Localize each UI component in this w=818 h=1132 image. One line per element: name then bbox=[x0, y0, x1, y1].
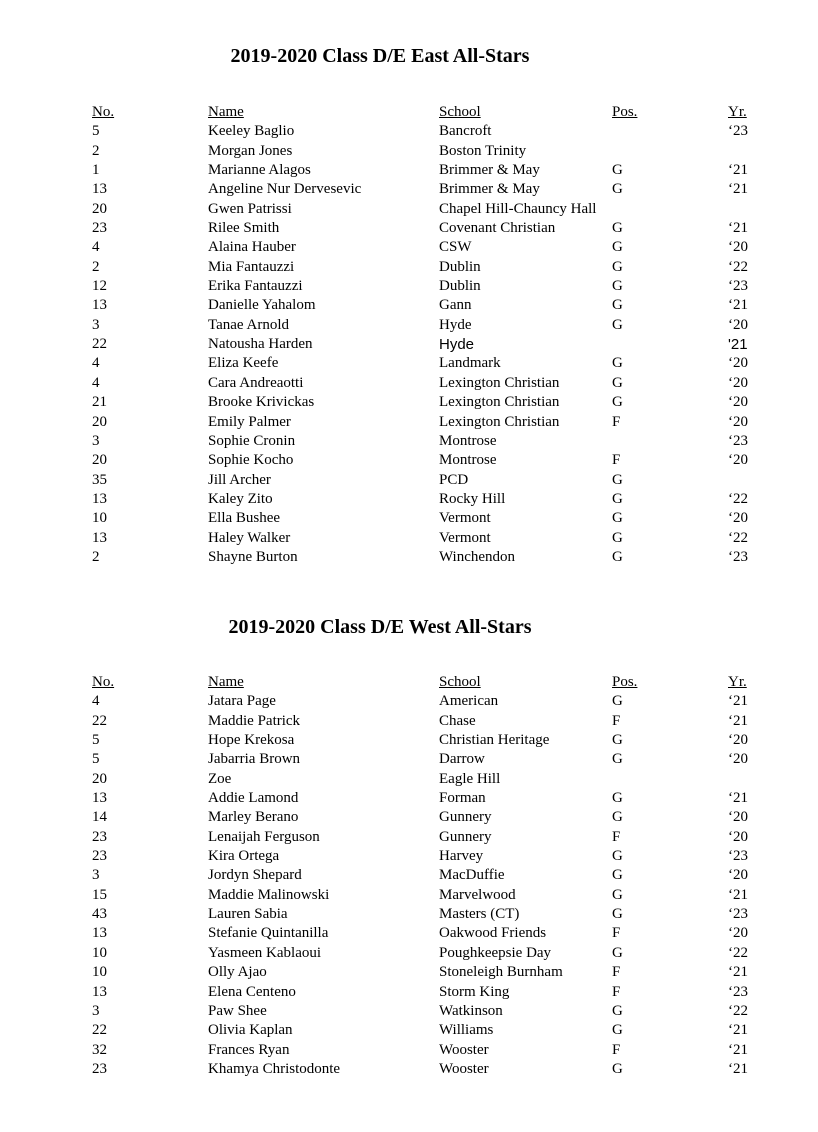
cell-no: 5 bbox=[92, 123, 100, 140]
table-row bbox=[0, 200, 818, 219]
cell-no: 23 bbox=[92, 220, 107, 237]
cell-name: Morgan Jones bbox=[208, 142, 293, 159]
cell-yr: ‘20 bbox=[728, 925, 748, 942]
cell-no: 21 bbox=[92, 394, 107, 411]
cell-yr: ‘23 bbox=[728, 278, 748, 295]
cell-school: Stoneleigh Burnham bbox=[439, 964, 563, 981]
cell-no: 23 bbox=[92, 828, 107, 845]
cell-yr: ‘21 bbox=[728, 1041, 748, 1058]
west-roster-table bbox=[0, 673, 818, 1079]
cell-name: Sophie Kocho bbox=[208, 452, 294, 469]
table-row bbox=[0, 731, 818, 750]
header-name: Name bbox=[208, 674, 244, 690]
cell-school: Oakwood Friends bbox=[439, 925, 547, 942]
cell-name: Shayne Burton bbox=[208, 548, 298, 565]
cell-school: Lexington Christian bbox=[439, 413, 560, 430]
table-row bbox=[0, 451, 818, 470]
cell-pos: G bbox=[612, 220, 623, 237]
cell-yr: ‘20 bbox=[728, 316, 748, 333]
cell-name: Erika Fantauzzi bbox=[208, 278, 303, 295]
table-row bbox=[0, 509, 818, 528]
table-row bbox=[0, 692, 818, 711]
cell-no: 3 bbox=[92, 1002, 100, 1019]
cell-name: Elena Centeno bbox=[208, 983, 296, 1000]
cell-pos: F bbox=[612, 983, 621, 1000]
cell-no: 15 bbox=[92, 886, 107, 903]
cell-yr: ‘21 bbox=[728, 162, 748, 179]
west-section-title: 2019-2020 Class D/E West All-Stars bbox=[228, 616, 532, 638]
cell-school: Bancroft bbox=[439, 123, 492, 140]
table-row bbox=[0, 219, 818, 238]
table-row bbox=[0, 924, 818, 943]
cell-name: Angeline Nur Dervesevic bbox=[208, 181, 362, 198]
cell-school: Chapel Hill-Chauncy Hall bbox=[439, 200, 597, 217]
cell-pos: G bbox=[612, 693, 623, 710]
cell-no: 13 bbox=[92, 925, 107, 942]
table-row bbox=[0, 413, 818, 432]
cell-no: 3 bbox=[92, 432, 100, 449]
table-header bbox=[0, 673, 818, 692]
cell-no: 10 bbox=[92, 510, 107, 527]
cell-yr: ‘23 bbox=[728, 123, 748, 140]
cell-no: 22 bbox=[92, 712, 107, 729]
cell-pos: G bbox=[612, 258, 623, 275]
cell-school: Darrow bbox=[439, 751, 485, 768]
cell-pos: F bbox=[612, 452, 621, 469]
cell-yr: ‘21 bbox=[728, 964, 748, 981]
table-row bbox=[0, 490, 818, 509]
table-row bbox=[0, 354, 818, 373]
cell-pos: F bbox=[612, 413, 621, 430]
cell-no: 4 bbox=[92, 239, 100, 256]
cell-no: 14 bbox=[92, 809, 107, 826]
cell-yr: ‘20 bbox=[728, 413, 748, 430]
cell-school: Winchendon bbox=[439, 548, 516, 565]
table-row bbox=[0, 180, 818, 199]
cell-yr: ‘21 bbox=[728, 790, 748, 807]
header-yr: Yr. bbox=[728, 674, 747, 690]
table-row bbox=[0, 258, 818, 277]
cell-yr: ‘22 bbox=[728, 944, 748, 961]
cell-no: 4 bbox=[92, 374, 100, 391]
cell-no: 3 bbox=[92, 867, 100, 884]
cell-pos: G bbox=[612, 1022, 623, 1039]
cell-name: Emily Palmer bbox=[208, 413, 291, 430]
cell-name: Jatara Page bbox=[208, 693, 276, 710]
cell-no: 23 bbox=[92, 1060, 107, 1077]
cell-yr: ‘23 bbox=[728, 432, 748, 449]
cell-yr: ‘22 bbox=[728, 529, 748, 546]
cell-no: 4 bbox=[92, 693, 100, 710]
cell-no: 20 bbox=[92, 770, 107, 787]
table-row bbox=[0, 1060, 818, 1079]
table-row bbox=[0, 847, 818, 866]
cell-school: PCD bbox=[439, 471, 469, 488]
cell-pos: G bbox=[612, 848, 623, 865]
cell-yr: ‘23 bbox=[728, 983, 748, 1000]
table-row bbox=[0, 866, 818, 885]
cell-name: Addie Lamond bbox=[208, 790, 299, 807]
cell-name: Cara Andreaotti bbox=[208, 374, 304, 391]
cell-school: Marvelwood bbox=[439, 886, 516, 903]
cell-pos: G bbox=[612, 510, 623, 527]
cell-yr: ‘23 bbox=[728, 906, 748, 923]
table-row bbox=[0, 122, 818, 141]
cell-name: Zoe bbox=[208, 770, 232, 787]
cell-pos: G bbox=[612, 1060, 623, 1077]
cell-school: Chase bbox=[439, 712, 476, 729]
cell-yr: ‘20 bbox=[728, 355, 748, 372]
cell-pos: G bbox=[612, 732, 623, 749]
table-row bbox=[0, 808, 818, 827]
cell-name: Jill Archer bbox=[208, 471, 271, 488]
cell-school: Dublin bbox=[439, 278, 481, 295]
cell-yr: ‘22 bbox=[728, 490, 748, 507]
cell-school: Watkinson bbox=[439, 1002, 503, 1019]
table-row bbox=[0, 471, 818, 490]
cell-yr: ‘22 bbox=[728, 1002, 748, 1019]
header-no: No. bbox=[92, 104, 115, 120]
cell-name: Lenaijah Ferguson bbox=[208, 828, 320, 845]
cell-pos: F bbox=[612, 712, 621, 729]
cell-name: Jabarria Brown bbox=[208, 751, 301, 768]
cell-pos: G bbox=[612, 529, 623, 546]
cell-school: Masters (CT) bbox=[439, 906, 520, 923]
cell-pos: G bbox=[612, 790, 623, 807]
cell-pos: G bbox=[612, 944, 623, 961]
cell-name: Keeley Baglio bbox=[208, 123, 295, 140]
cell-name: Frances Ryan bbox=[208, 1041, 290, 1058]
cell-no: 32 bbox=[92, 1041, 107, 1058]
cell-school: MacDuffie bbox=[439, 867, 505, 884]
cell-name: Yasmeen Kablaoui bbox=[208, 944, 322, 961]
cell-name: Kira Ortega bbox=[208, 848, 280, 865]
table-row bbox=[0, 1041, 818, 1060]
cell-pos: G bbox=[612, 751, 623, 768]
cell-school: Wooster bbox=[439, 1041, 489, 1058]
cell-pos: G bbox=[612, 355, 623, 372]
table-row bbox=[0, 529, 818, 548]
cell-school: Brimmer & May bbox=[439, 181, 540, 198]
cell-name: Hope Krekosa bbox=[208, 732, 295, 749]
table-row bbox=[0, 432, 818, 451]
table-row bbox=[0, 905, 818, 924]
cell-no: 43 bbox=[92, 906, 107, 923]
cell-pos: G bbox=[612, 239, 623, 256]
cell-school: Harvey bbox=[439, 848, 484, 865]
cell-name: Danielle Yahalom bbox=[208, 297, 316, 314]
cell-no: 12 bbox=[92, 278, 107, 295]
table-row bbox=[0, 886, 818, 905]
cell-pos: F bbox=[612, 828, 621, 845]
cell-name: Rilee Smith bbox=[208, 220, 280, 237]
cell-school: Wooster bbox=[439, 1060, 489, 1077]
table-row bbox=[0, 828, 818, 847]
table-row bbox=[0, 789, 818, 808]
cell-pos: G bbox=[612, 181, 623, 198]
cell-yr: ‘21 bbox=[728, 1060, 748, 1077]
table-row bbox=[0, 770, 818, 789]
cell-school: Gann bbox=[439, 297, 472, 314]
cell-yr: ‘21 bbox=[728, 712, 748, 729]
header-no: No. bbox=[92, 674, 115, 690]
cell-yr: ‘21 bbox=[728, 181, 748, 198]
table-row bbox=[0, 712, 818, 731]
cell-no: 2 bbox=[92, 142, 100, 159]
table-row bbox=[0, 374, 818, 393]
cell-yr: ‘21 bbox=[728, 1022, 748, 1039]
cell-no: 13 bbox=[92, 983, 107, 1000]
cell-name: Eliza Keefe bbox=[208, 355, 279, 372]
east-section-title: 2019-2020 Class D/E East All-Stars bbox=[230, 45, 530, 67]
cell-name: Marianne Alagos bbox=[208, 162, 311, 179]
cell-school: Montrose bbox=[439, 452, 497, 469]
cell-school: Vermont bbox=[439, 510, 491, 527]
header-school: School bbox=[439, 674, 481, 690]
cell-no: 35 bbox=[92, 471, 107, 488]
header-school: School bbox=[439, 104, 481, 120]
table-row bbox=[0, 963, 818, 982]
cell-yr: ‘20 bbox=[728, 751, 748, 768]
cell-name: Khamya Christodonte bbox=[208, 1060, 341, 1077]
table-row bbox=[0, 238, 818, 257]
table-row bbox=[0, 944, 818, 963]
cell-pos: G bbox=[612, 162, 623, 179]
cell-school: Landmark bbox=[439, 355, 501, 372]
cell-name: Stefanie Quintanilla bbox=[208, 925, 329, 942]
cell-pos: G bbox=[612, 809, 623, 826]
cell-school: Eagle Hill bbox=[439, 770, 501, 787]
cell-yr: ‘20 bbox=[728, 394, 748, 411]
cell-name: Jordyn Shepard bbox=[208, 867, 302, 884]
cell-school: Poughkeepsie Day bbox=[439, 944, 552, 961]
cell-yr: ‘21 bbox=[728, 220, 748, 237]
cell-yr: ‘20 bbox=[728, 374, 748, 391]
cell-no: 20 bbox=[92, 200, 107, 217]
cell-no: 22 bbox=[92, 1022, 107, 1039]
header-name: Name bbox=[208, 104, 244, 120]
cell-pos: G bbox=[612, 471, 623, 488]
cell-yr: ‘21 bbox=[728, 297, 748, 314]
cell-name: Ella Bushee bbox=[208, 510, 281, 527]
table-row bbox=[0, 335, 818, 354]
header-pos: Pos. bbox=[612, 674, 638, 690]
cell-pos: G bbox=[612, 297, 623, 314]
cell-name: Olly Ajao bbox=[208, 964, 267, 981]
cell-no: 22 bbox=[92, 336, 107, 353]
cell-name: Sophie Cronin bbox=[208, 432, 296, 449]
table-header bbox=[0, 103, 818, 122]
cell-pos: G bbox=[612, 278, 623, 295]
table-row bbox=[0, 393, 818, 412]
cell-name: Lauren Sabia bbox=[208, 906, 288, 923]
cell-school: Hyde bbox=[439, 336, 475, 354]
table-row bbox=[0, 548, 818, 567]
cell-pos: G bbox=[612, 867, 623, 884]
cell-school: Brimmer & May bbox=[439, 162, 540, 179]
cell-no: 10 bbox=[92, 964, 107, 981]
cell-school: Lexington Christian bbox=[439, 374, 560, 391]
cell-name: Haley Walker bbox=[208, 529, 291, 546]
cell-yr: ‘21 bbox=[728, 693, 748, 710]
cell-no: 2 bbox=[92, 548, 100, 565]
cell-yr: ‘20 bbox=[728, 867, 748, 884]
cell-no: 20 bbox=[92, 452, 107, 469]
cell-name: Tanae Arnold bbox=[208, 316, 290, 333]
cell-school: Storm King bbox=[439, 983, 510, 1000]
cell-yr: ‘23 bbox=[728, 848, 748, 865]
cell-yr: ‘23 bbox=[728, 548, 748, 565]
cell-school: Covenant Christian bbox=[439, 220, 556, 237]
cell-no: 2 bbox=[92, 258, 100, 275]
cell-school: Rocky Hill bbox=[439, 490, 506, 507]
cell-no: 13 bbox=[92, 297, 107, 314]
cell-pos: G bbox=[612, 374, 623, 391]
cell-school: American bbox=[439, 693, 499, 710]
table-row bbox=[0, 750, 818, 769]
cell-yr: '21 bbox=[728, 336, 748, 354]
table-row bbox=[0, 277, 818, 296]
cell-school: Christian Heritage bbox=[439, 732, 550, 749]
cell-no: 1 bbox=[92, 162, 100, 179]
cell-school: Dublin bbox=[439, 258, 481, 275]
table-row bbox=[0, 983, 818, 1002]
cell-pos: F bbox=[612, 1041, 621, 1058]
cell-pos: G bbox=[612, 548, 623, 565]
cell-school: Williams bbox=[439, 1022, 494, 1039]
cell-yr: ‘20 bbox=[728, 828, 748, 845]
cell-yr: ‘20 bbox=[728, 239, 748, 256]
cell-pos: G bbox=[612, 316, 623, 333]
cell-school: Lexington Christian bbox=[439, 394, 560, 411]
cell-pos: F bbox=[612, 925, 621, 942]
cell-no: 10 bbox=[92, 944, 107, 961]
cell-name: Natousha Harden bbox=[208, 336, 313, 353]
cell-no: 20 bbox=[92, 413, 107, 430]
cell-school: Vermont bbox=[439, 529, 491, 546]
cell-pos: G bbox=[612, 394, 623, 411]
cell-yr: ‘20 bbox=[728, 732, 748, 749]
cell-school: Montrose bbox=[439, 432, 497, 449]
cell-no: 13 bbox=[92, 490, 107, 507]
cell-school: CSW bbox=[439, 239, 472, 256]
cell-name: Marley Berano bbox=[208, 809, 299, 826]
cell-name: Alaina Hauber bbox=[208, 239, 296, 256]
cell-pos: G bbox=[612, 906, 623, 923]
cell-no: 23 bbox=[92, 848, 107, 865]
cell-no: 13 bbox=[92, 529, 107, 546]
east-roster-table bbox=[0, 103, 818, 567]
cell-no: 13 bbox=[92, 790, 107, 807]
header-pos: Pos. bbox=[612, 104, 638, 120]
cell-no: 5 bbox=[92, 732, 100, 749]
cell-pos: G bbox=[612, 1002, 623, 1019]
cell-name: Maddie Patrick bbox=[208, 712, 301, 729]
cell-no: 5 bbox=[92, 751, 100, 768]
cell-name: Brooke Krivickas bbox=[208, 394, 315, 411]
cell-no: 4 bbox=[92, 355, 100, 372]
cell-school: Gunnery bbox=[439, 809, 492, 826]
cell-pos: G bbox=[612, 886, 623, 903]
cell-yr: ‘21 bbox=[728, 886, 748, 903]
table-row bbox=[0, 1021, 818, 1040]
table-row bbox=[0, 161, 818, 180]
cell-name: Maddie Malinowski bbox=[208, 886, 330, 903]
cell-name: Kaley Zito bbox=[208, 490, 273, 507]
cell-school: Hyde bbox=[439, 316, 472, 333]
cell-name: Gwen Patrissi bbox=[208, 200, 292, 217]
cell-yr: ‘20 bbox=[728, 510, 748, 527]
cell-yr: ‘20 bbox=[728, 809, 748, 826]
table-row bbox=[0, 142, 818, 161]
cell-name: Mia Fantauzzi bbox=[208, 258, 295, 275]
table-row bbox=[0, 316, 818, 335]
header-yr: Yr. bbox=[728, 104, 747, 120]
cell-no: 13 bbox=[92, 181, 107, 198]
cell-school: Boston Trinity bbox=[439, 142, 527, 159]
table-row bbox=[0, 1002, 818, 1021]
cell-pos: F bbox=[612, 964, 621, 981]
cell-school: Forman bbox=[439, 790, 486, 807]
cell-yr: ‘20 bbox=[728, 452, 748, 469]
table-row bbox=[0, 296, 818, 315]
cell-no: 3 bbox=[92, 316, 100, 333]
cell-name: Olivia Kaplan bbox=[208, 1022, 293, 1039]
cell-name: Paw Shee bbox=[208, 1002, 267, 1019]
cell-pos: G bbox=[612, 490, 623, 507]
cell-yr: ‘22 bbox=[728, 258, 748, 275]
cell-school: Gunnery bbox=[439, 828, 492, 845]
